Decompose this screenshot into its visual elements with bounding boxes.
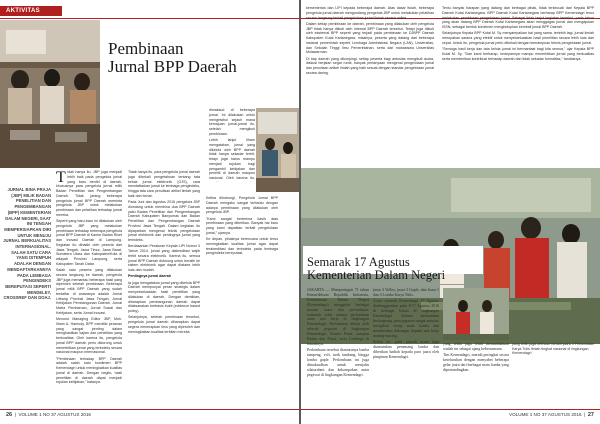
title-line-1: Semarak 17 Agustus — [307, 255, 410, 269]
pull-quote: JURNAL BINA PRAJA (JBP) MILIK BADAN PENELITIAN DAN PENGEMBANGAN (BPP) KEMENTERIAN DALAM NEGERI, SAAT INI TENGAH MEMPERSIAPKAN DIRI UNTUK MENUJU JURNAL BERKUALITAS INTERNASIONAL. SALAH SATU CARA YANG DITEMPUH ADALAH DENGAN MENDAFTARKANNYA PADA LEMBAGA PENGINDEKS BEREPUTASI SEPERTI MENDELEY, CROSSREF DAN DOAJ. — [3, 187, 51, 301]
top-rule — [0, 18, 299, 19]
title-line-2: Kementerian Dalam Negeri — [307, 268, 446, 282]
workshop-photo — [0, 20, 100, 168]
paragraph: Tim Kemendagri, meraih peringkat secara keseluruhan dengan menyabet beberapa gelar juara dari berbagai mata lomba yang dipertandingkan. — [443, 353, 509, 373]
paragraph: Pada Juni dan Agustus 2016 pengelola JBP diundang untuk membina dua BPP Daerah yaitu Badan Penelitian dan Pengembangan Daerah Kabupaten Banyumas dan Badan Penelitian dan Pengembangan Daerah Provinsi Jawa Tengah. Dalam kegiatan itu dipaparkan mengenai teknik pengelolaan jurnal elektronik dan pentingnya jurnal yang terindeks. — [128, 200, 200, 242]
paragraph: Ketika dihubungi, Pengelola Jurnal BPP Daerah mengaku sangat terbantu dengan adanya pembinaan yang dilakukan oleh pengelola JBP. — [206, 196, 278, 215]
article-title — [108, 40, 258, 76]
body-column-2 — [442, 6, 594, 166]
paragraph: "Pembinaan terhadap BPP Daerah adalah salah satu komitmen BPP Kemendagri untuk meningkatkan kualitas jurnal di daerah. Dengan begitu, hasil penelitian di daerah dapat menjadi rujukan kebijakan," katanya. — [56, 356, 122, 385]
footer-rule — [301, 409, 600, 410]
paragraph: yang lebih juga telah memanfaatkan wadah ini sebagai ajang kebersamaan. — [443, 342, 509, 351]
body-column-2 — [128, 170, 200, 402]
paragraph: Salah satu peserta yang dilakukan secara langsung ke daerah, pengelola JBP juga memantau beberapa hasil yang diperoleh setelah pembinaan. Beberapa jurnal milik BPP Daerah yang sudah terdaftar di antaranya adalah Jurnal Litbang Provinsi Jawa Tengah, Jurnal Kebijakan Pembangunan Daerah, Jurnal Matra Pembaruan, Jurnal Sosial dan Kebijakan, serta Jurnal Inovasi. — [56, 268, 122, 315]
title-line-1: Pembinaan — [108, 39, 184, 58]
article2-column-1 — [307, 288, 369, 404]
paragraph: Acara semarak Kemendagri 17 Agustus diselenggarakan pada 8-17 Agustus 2016 di berbagai lokasi di lingkungan Kemendagri. Selama perlombaan berlangsung, para pegawai sangat antusias mengikuti setiap mata lomba dan memberikan dukungan kepada unit kerja masing-masing. — [373, 299, 439, 338]
title-line-2: Jurnal BPP Daerah — [108, 57, 237, 76]
paragraph: Di tiap daerah yang dikunjungi, setiap peserta bagi antusias mengikuti acara, diskusi berjalan segar rumit, banyak pertanyaan mengenai pengelolaan jurnal dan penulisan artikel ilmiah yang baik sesuai dengan standar pengelolaan jurnal secara daring. — [306, 56, 434, 75]
left-page — [0, 0, 299, 424]
paragraph: Tentu banyak harapan yang datang dari berbagai pihak, tidak terkecuali dari Kepala BPP Daerah Kutai Kartanegara. BPP Daerah Kutai Kartanegara berharap BPP Kemendagri terus melakukan pembinaan pengelolaan jurnal. Sebagai tidak lanjut kegiatan tersebut, pada tahun yang akan datang BPP Daerah Kutai Kartanegara akan menggagas jurnal dan mengajukan ISSN, sebagai bentuk komitmen menghidupkan kembali jurnal BPP Daerah. — [442, 6, 594, 29]
paragraph: Selanjutnya, setelah pembinaan tersebut, pengelola jurnal daerah diharapkan dapat segera menerapkan ilmu yang diperoleh dan meningkatkan kualitas terbitan mereka. — [128, 315, 200, 334]
paragraph: Ke depan, pihaknya berencana untuk terus meningkatkan kualitas jurnal agar dapat terakreditasi dan terindeks pada lembaga pengindeks bereputasi. — [206, 237, 278, 256]
paragraph: Seperti yang baru-baru ini dilakukan oleh pengelola JBP yang melakukan pembinaan terhadap beberapa pengelola jurnal BPP Daerah di Kantor Badan Riset dan Inovasi Daerah di Lampung. Kegiatan itu dihadiri oleh peserta dari Jawa Tengah, Jawa Timur, Jawa Barat, Sumatera Utara dan Kabupaten/Kota di wilayah Provinsi Lampung, serta Kabupaten Tanah Datar. — [56, 219, 122, 266]
footer-text: VOLUME 1 NO 37 AGUSTUS 2016 — [509, 412, 582, 417]
body-column-top-right — [209, 108, 255, 182]
page-number: 26 — [6, 412, 13, 418]
paragraph: Berdasarkan Peraturan Kepala LIPI Nomor 3 Tahun 2014, jurnal yang diakreditasi wajib terbit secara elektronik. Karena itu, semua jurnal BPP Daerah didorong untuk beralih ke sistem elektronik agar dapat diakses lebih luas dan mudah. — [128, 244, 200, 272]
subhead: Pentingnya jurnal daerah — [128, 274, 171, 279]
ceremony-photo — [443, 288, 509, 340]
paragraph: Selain itu, pada puncak acara juga diumumkan pemenang lomba dan diberikan hadiah kepada para juara oleh pimpinan Kemendagri. — [373, 340, 439, 359]
paragraph: Menurut Managing Editor JBP, Moh. Ilham A. Hamudy, BPP memiliki peranan yang sangat penting dalam menghasilkan kajian dan penelitian yang berkualitas. Oleh karena itu, pengelola jurnal BPP daerah perlu didorong untuk menerbitkan jurnal yang terindeks secara nasional maupun internasional. — [56, 317, 122, 355]
paragraph: kementerian dan LIPI kepada beberapa daerah. Atas dasar itulah, beberapa pengelola jurnal daerah mengundang pengelola JBP untuk melakukan pelatihan secara langsung terkait pengelolaan jurnal ilmiah secara online. — [306, 6, 434, 20]
body-column-1 — [56, 170, 122, 402]
body-column-1 — [306, 6, 434, 166]
paragraph: Dalam setiap pembinaan ke daerah, pembinaan yang dilakukan oleh pengelola JBP tidak hanya diikuti oleh internal BPP Daerah tersebut. Tetapi juga diikuti oleh eksternal BPP seperti yang terjadi pada pembinaan ke DJBPP Daerah Kabupaten Kutai Kartanegara, misalnya, peserta yang datang dari beberapa instansi pemerintah seperti Lembaga Administrasi Negara (LAN), Universitas, dan Sekolah Tinggi Ilmu Pemerintahan, serta dari mahasiswa Universitas Mulawarman. — [306, 21, 434, 55]
page-number: 27 — [587, 412, 594, 418]
paragraph: Perlombaan tersebut diantaranya lomba tumpeng, voli, tarik tambang, hingga lomba gaple. Perlombaan ini juga dimaksudkan untuk menjalin silaturahmi dan kekompakan antar pegawai di lingkungan Kemendagri. — [307, 348, 369, 377]
title-rule — [307, 284, 467, 285]
paragraph: Selanjutnya Kepala BPP Kutai M. Sy menyampaikan hal yang sama, terlebih lagi, jurnal ilmiah merupakan sarana yang efektif untuk menyebarluaskan hasil penelitian secara lebih luas dan cepat. Untuk itu, pengelola jurnal perlu dibekali dengan kemampuan teknis pengelolaan jurnal. — [442, 31, 594, 45]
paragraph: "Semoga hasil kerja dan tata kelola jurnal ini bermanfaat bagi kita semua," ujar Kepala BPP Kutai M. Sy, "Dan kami berharap, kedepannya mampu menerbitkan jurnal yang berkualitas serta memberikan kontribusi terhadap daerah dan tidak sekadar formalitas," tandasnya. — [442, 47, 594, 61]
article2-column-2 — [373, 288, 439, 404]
paragraph: Lebih lanjut Ilham mengatakan, jurnal yang dikelola oleh BPP daerah tidak hanya sekadar terbit, tetapi juga harus mampu menjadi rujukan bagi pengambil kebijakan dan peneliti di daerah maupun nasional. Oleh karena itu, — [209, 138, 255, 180]
footer: VOLUME 1 NO 37 AGUSTUS 2016 | 27 — [509, 412, 594, 418]
presenter-photo — [256, 108, 299, 192]
paragraph — [56, 170, 122, 218]
paragraph-text: idak hanya itu, JBP juga menjadi lebih baik pada pengelola jurnal yang baru berdiri di daerah, khususnya para pengelola jurnal milik Badan Penelitian dan Pengembangan Daerah. Tidak jarang beberapa pengelola jurnal BPP Daerah meminta pengelola JBP untuk melakukan pembinaan dan pelatihan terhadap jurnal mereka. — [56, 170, 122, 217]
footer: 26 | VOLUME 1 NO 37 AGUSTUS 2016 — [6, 412, 91, 418]
paragraph: JAKARTA — Memperingati 71 tahun Kemerdekaan Republik Indonesia, Kementerian Dalam Negeri (Kemendagri) menggelar berbagai macam acara dan perlombaan, termasuk salah satunya perlombaan antar unit kerja di lingkungan Kemendagri. Perlombaan diikuti oleh seluruh pegawai di lingkungan Kemendagri, Kantor Pusat, maupun Badan dan Pusat, serta Lembaga di bawahnya. — [307, 288, 369, 346]
paragraph: juara 3 Volley, juara 3 Gaple, dan Juara 1 dan 3 Lomba Karya Tulis. — [373, 288, 439, 297]
photo-caption: yang lebih juga berhasil meraih juara II Perlombaan Karya Tulis Ilmiah tingkat nasional di lingkungan Kemendagri. — [512, 342, 595, 356]
paragraph: Ia juga mengatakan jurnal yang dikelola BPP Daerah mempunyai peran strategis dalam menyebarluaskan hasil penelitian yang dilakukan di daerah. Dengan demikian, diharapkan pembangunan daerah dapat dilaksanakan berbasis bukti (evidence based policy). — [128, 280, 200, 313]
drop-cap: T — [56, 170, 66, 186]
footer-text: VOLUME 1 NO 37 AGUSTUS 2016 — [18, 412, 91, 417]
footer-rule — [0, 409, 299, 410]
article2-column-3 — [443, 342, 509, 404]
body-column-3 — [206, 196, 278, 402]
article2-title — [307, 256, 477, 282]
right-page — [301, 0, 600, 424]
paragraph: "Kami sangat berterima kasih atas pembinaan yang diberikan. Banyak hal baru yang kami dapatkan terkait pengelolaan jurnal," ujarnya. — [206, 216, 278, 235]
paragraph: dimaksud di beberapa jurnal. Ini dilakukan untuk mengetahui sejauh mana kemajuan jurnal-jurnal itu, setelah mengikuti pembinaan. — [209, 108, 255, 136]
paragraph: Tidak hanya itu, para pengelola jurnal daerah juga dibekali pengetahuan tentang tata kelola jurnal elektronik (OJS), cara mendaftarkan jurnal ke lembaga pengindeks, hingga tata cara penulisan artikel ilmiah yang baik dan benar. — [128, 170, 200, 198]
section-tag: AKTIVITAS — [0, 6, 62, 16]
